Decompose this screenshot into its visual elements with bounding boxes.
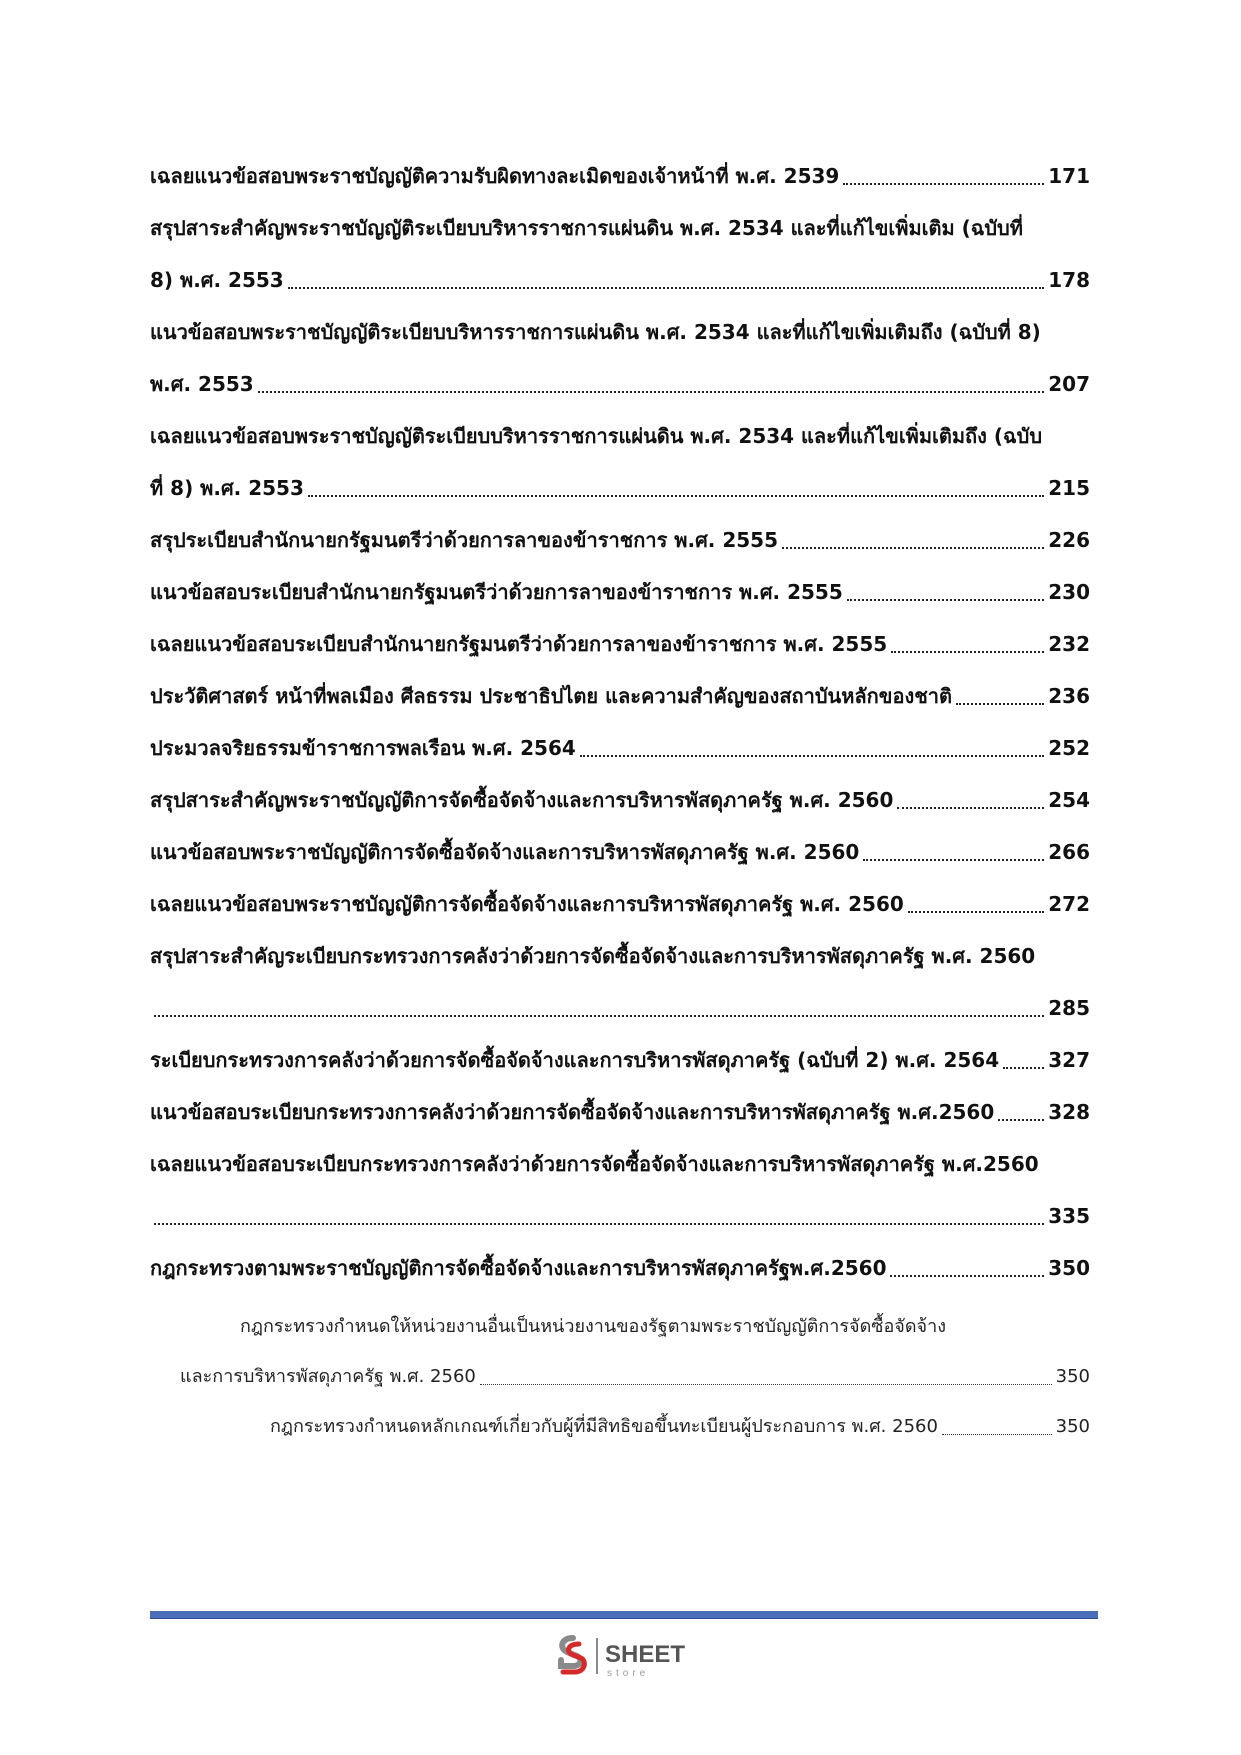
- toc-page-number: 254: [1048, 788, 1090, 812]
- toc-entry[interactable]: [150, 1086, 1090, 1138]
- toc-entry-title: ที่ 8) พ.ศ. 2553: [150, 476, 304, 500]
- toc-entry-line: สรุปสาระสำคัญพระราชบัญญัติระเบียบบริหารราชการแผ่นดิน พ.ศ. 2534 และที่แก้ไขเพิ่มเติม (ฉบับที่: [150, 216, 1023, 240]
- dot-leader: [908, 911, 1044, 913]
- toc-entry[interactable]: [150, 670, 1090, 722]
- dot-leader: [897, 807, 1044, 809]
- toc-entry[interactable]: [150, 202, 1090, 306]
- dot-leader: [890, 1275, 1044, 1277]
- toc-page-number: 171: [1048, 164, 1090, 188]
- toc-entry[interactable]: [150, 514, 1090, 566]
- toc-entry-title: เฉลยแนวข้อสอบพระราชบัญญัติการจัดซื้อจัดจ้างและการบริหารพัสดุภาครัฐ พ.ศ. 2560: [150, 892, 904, 916]
- toc-entry-title: ประวัติศาสตร์ หน้าที่พลเมือง ศีลธรรม ประชาธิปไตย และความสำคัญของสถาบันหลักของชาติ: [150, 684, 953, 708]
- toc-entry-title: พ.ศ. 2553: [150, 372, 254, 396]
- toc-page-number: 327: [1048, 1048, 1090, 1072]
- dot-leader: [308, 495, 1044, 497]
- toc-entry-title: เฉลยแนวข้อสอบระเบียบสำนักนายกรัฐมนตรีว่าด้วยการลาของข้าราชการ พ.ศ. 2555: [150, 632, 888, 656]
- toc-entry-title: แนวข้อสอบพระราชบัญญัติการจัดซื้อจัดจ้างและการบริหารพัสดุภาครัฐ พ.ศ. 2560: [150, 840, 860, 864]
- logo-mark-icon: [561, 1638, 584, 1672]
- toc-page-number: 328: [1048, 1100, 1090, 1124]
- toc-page-number: 226: [1048, 528, 1090, 552]
- footer-rule: [150, 1611, 1098, 1619]
- dot-leader: [480, 1384, 1052, 1385]
- dot-leader: [782, 547, 1044, 549]
- dot-leader: [1003, 1067, 1044, 1069]
- toc-entry[interactable]: [150, 618, 1090, 670]
- toc-entry-title: ประมวลจริยธรรมข้าราชการพลเรือน พ.ศ. 2564: [150, 736, 576, 760]
- toc-entry-title: ระเบียบกระทรวงการคลังว่าด้วยการจัดซื้อจัดจ้างและการบริหารพัสดุภาครัฐ (ฉบับที่ 2) พ.ศ. 2564: [150, 1048, 1000, 1072]
- toc-entry[interactable]: [150, 826, 1090, 878]
- toc-sub-entry[interactable]: [150, 1402, 1090, 1452]
- logo-sub: store: [607, 1668, 650, 1679]
- toc-page-number: 230: [1048, 580, 1090, 604]
- toc-entry-line: แนวข้อสอบพระราชบัญญัติระเบียบบริหารราชการแผ่นดิน พ.ศ. 2534 และที่แก้ไขเพิ่มเติมถึง (ฉบับที่ 8): [150, 320, 1041, 344]
- dot-leader: [891, 651, 1044, 653]
- table-of-contents: [150, 150, 1090, 1452]
- toc-entry[interactable]: [150, 878, 1090, 930]
- toc-entry-line: กฎกระทรวงกำหนดให้หน่วยงานอื่นเป็นหน่วยงานของรัฐตามพระราชบัญญัติการจัดซื้อจัดจ้าง: [240, 1316, 946, 1337]
- toc-entry-line: เฉลยแนวข้อสอบระเบียบกระทรวงการคลังว่าด้วยการจัดซื้อจัดจ้างและการบริหารพัสดุภาครัฐ พ.ศ.2560: [150, 1152, 1039, 1176]
- toc-entry-title: และการบริหารพัสดุภาครัฐ พ.ศ. 2560: [180, 1366, 476, 1387]
- dot-leader: [942, 1434, 1052, 1435]
- toc-entry[interactable]: [150, 722, 1090, 774]
- dot-leader: [956, 703, 1044, 705]
- toc-page-number: 232: [1048, 632, 1090, 656]
- dot-leader: [998, 1119, 1044, 1121]
- dot-leader: [154, 1223, 1044, 1225]
- toc-entry-line: เฉลยแนวข้อสอบพระราชบัญญัติระเบียบบริหารราชการแผ่นดิน พ.ศ. 2534 และที่แก้ไขเพิ่มเติมถึง (ฉบับ: [150, 424, 1043, 448]
- toc-entry-title: กฎกระทรวงตามพระราชบัญญัติการจัดซื้อจัดจ้างและการบริหารพัสดุภาครัฐพ.ศ.2560: [150, 1256, 887, 1280]
- toc-entry[interactable]: [150, 150, 1090, 202]
- dot-leader: [580, 755, 1044, 757]
- toc-page-number: 215: [1048, 476, 1090, 500]
- toc-page-number: 350: [1048, 1256, 1090, 1280]
- dot-leader: [258, 391, 1045, 393]
- toc-entry-title: สรุประเบียบสำนักนายกรัฐมนตรีว่าด้วยการลาของข้าราชการ พ.ศ. 2555: [150, 528, 778, 552]
- toc-entry[interactable]: [150, 930, 1090, 1034]
- toc-page-number: 350: [1055, 1366, 1090, 1387]
- toc-entry[interactable]: [150, 1034, 1090, 1086]
- toc-page-number: 350: [1055, 1416, 1090, 1437]
- toc-page-number: 272: [1048, 892, 1090, 916]
- toc-entry[interactable]: [150, 306, 1090, 410]
- toc-entry-title: 8) พ.ศ. 2553: [150, 268, 284, 292]
- dot-leader: [863, 859, 1044, 861]
- toc-page-number: 285: [1048, 996, 1090, 1020]
- toc-entry[interactable]: [150, 566, 1090, 618]
- toc-entry-title: เฉลยแนวข้อสอบพระราชบัญญัติความรับผิดทางละเมิดของเจ้าหน้าที่ พ.ศ. 2539: [150, 164, 840, 188]
- toc-entry[interactable]: [150, 1138, 1090, 1242]
- toc-entry-title: สรุปสาระสำคัญพระราชบัญญัติการจัดซื้อจัดจ้างและการบริหารพัสดุภาครัฐ พ.ศ. 2560: [150, 788, 894, 812]
- dot-leader: [847, 599, 1045, 601]
- dot-leader: [154, 1015, 1044, 1017]
- toc-entry-title: แนวข้อสอบระเบียบสำนักนายกรัฐมนตรีว่าด้วยการลาของข้าราชการ พ.ศ. 2555: [150, 580, 843, 604]
- toc-page-number: 207: [1048, 372, 1090, 396]
- toc-page-number: 266: [1048, 840, 1090, 864]
- dot-leader: [288, 287, 1045, 289]
- toc-page-number: 252: [1048, 736, 1090, 760]
- dot-leader: [843, 183, 1044, 185]
- toc-entry[interactable]: [150, 774, 1090, 826]
- sheet-store-logo: [553, 1632, 723, 1680]
- toc-page-number: 178: [1048, 268, 1090, 292]
- logo-word: SHEET: [605, 1641, 686, 1668]
- toc-entry-line: สรุปสาระสำคัญระเบียบกระทรวงการคลังว่าด้วยการจัดซื้อจัดจ้างและการบริหารพัสดุภาครัฐ พ.ศ. 2560: [150, 944, 1036, 968]
- toc-entry[interactable]: [150, 1242, 1090, 1294]
- toc-page-number: 236: [1048, 684, 1090, 708]
- toc-page-number: 335: [1048, 1204, 1090, 1228]
- toc-sub-entry[interactable]: [150, 1302, 1090, 1402]
- toc-entry[interactable]: [150, 410, 1090, 514]
- toc-entry-title: กฎกระทรวงกำหนดหลักเกณฑ์เกี่ยวกับผู้ที่มีสิทธิขอขึ้นทะเบียนผู้ประกอบการ พ.ศ. 2560: [270, 1416, 938, 1437]
- toc-entry-title: แนวข้อสอบระเบียบกระทรวงการคลังว่าด้วยการจัดซื้อจัดจ้างและการบริหารพัสดุภาครัฐ พ.ศ.2560: [150, 1100, 995, 1124]
